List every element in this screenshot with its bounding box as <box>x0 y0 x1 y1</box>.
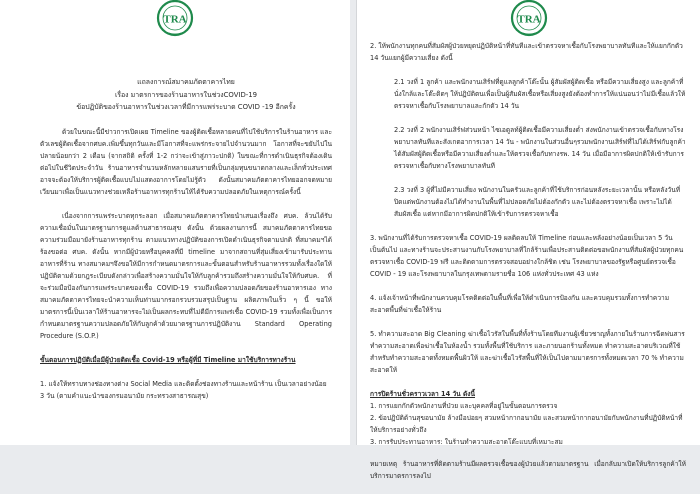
procedure-item-2: 2. ให้พนักงานทุกคนที่สัมผัสผู้ป่วยหยุดปฏิบัติหน้าที่ทันทีและเข้าตรวจหาเชื้อกับโรงพยาบาลทันทีและให้แยกกักตัว 14 วันแยกผู้มีความเสี่ยง ดังนี้ <box>370 42 683 62</box>
procedure-item-2-2: 2.2 วงที่ 2 พนักงานเสิร์ฟส่วนหน้า ไซเอดูลท์ผู้ติดเชื้อมีความเสี่ยงต่ำ ส่งพนักงานเข้าตรวจเชื้อกับทางโรงพยาบาลทันทีและสังเกตอาการเวลา 14 วัน - พนักงานในส่วนอื่นๆรวมพนักงานเสิร์ฟที่ไม่ได้เสิร์ฟกับลูกค้าได้สัมผัสผู้ติดเชื้อหรือมีความเสี่ยงต่ำและให้ตรวจเชื้อกับทางรพ. 14 วัน เมื่อมีอาการผิดปกติให้เข้ารับการตรวจหาเชื้อกับทางโรงพยาบาลทันที <box>394 126 686 170</box>
document-page-right <box>356 0 700 480</box>
logo-letters: TRA <box>517 13 541 26</box>
closure-item-1: 1. การแยกกักตัวพนักงานที่ป่วย และบุคคลที่อยู่ในขั้นตอนการตรวจ <box>370 402 558 410</box>
procedure-item-2-3: 2.3 วงที่ 3 ผู้ที่ไม่มีความเสี่ยง พนักงานในครัวและลูกค้าที่ใช้บริการก่อนหลังระยะเวลานั้น หรือหลังวันที่ปิดแต่พนักงานต้องไม่ได้ทำงานในพื้นที่ไม่ปลอดภัยไม่ต้องกักตัว และไม่ต้องตรวจหาเชื้อ เพราะไม่ได้สัมผัสเชื้อ แต่หากมีอาการผิดปกติให้เข้ารับการตรวจหาเชื้อ <box>394 186 681 218</box>
closure-item-2: 2. ข้อปฏิบัติด้านสุขอนามัย ล้างมือบ่อยๆ สวมหน้ากากอนามัย และสวมหน้ากากอนามัยกับพนักงานที่ปฏิบัติหน้าที่ให้บริการอย่างทั่วถึง <box>370 414 683 434</box>
footer-note: หมายเหตุ ร้านอาหารที่ติดตามร้านมีผลตรวจเชื้อของผู้ป่วยแล้วตามมาตรฐาน เมื่อกลับมาเปิดให้บริการลูกค้าให้บริการมาตรการลงไป <box>370 460 686 480</box>
closure-heading: การปิดร้านชั่วคราวเวลา 14 วัน ดังนี้ <box>370 390 475 398</box>
procedure-heading: ขั้นตอนการปฏิบัติเมื่อมีผู้ป่วยติดเชื้อ Covid-19 หรือผู้ที่มี Timeline มาใช้บริการทางร้าน <box>40 355 296 364</box>
title-line-3: ข้อปฏิบัติของร้านอาหารในช่วงเวลาที่มีการแพร่ระบาด COVID -19 อีกครั้ง <box>76 103 296 111</box>
procedure-item-2-1: 2.1 วงที่ 1 ลูกค้า และพนักงานเสิร์ฟที่ดูแลลูกค้าโต๊ะนั้น ผู้สัมผัสผู้ติดเชื้อ หรือมีความเสี่ยงสูง และลูกค้าที่นั่งใกล้และโต๊ะติดๆ ให้ปฏิบัติตนเพื่อเป็นผู้สัมผัสเชื้อหรือเสี่ยงสูงยังต้องทำการให้แน่นอนว่าไม่มีเชื้อแล้วให้ตรวจหาเชื้อกับโรงพยาบาลและกักตัว 14 วัน <box>394 78 686 110</box>
association-logo <box>150 0 200 50</box>
procedure-item-5: 5. ทำความสะอาด Big Cleaning ฆ่าเชื้อไวรัสในพื้นที่ทั้งร้านโดยทีมงานผู้เชี่ยวชาญทั้งภายในร้านการฉีดพ่นสารทำความสะอาดเพื่อฆ่าเชื้อในห้องน้ำ รวมทั้งพื้นที่ใช้บริการ และภายนอกร้านทั้งหมด ทำความสะอาดบริเวณที่ใช้สำหรับทำความสะอาดทั้งหมดพื้นผิวให้ และฆ่าเชื้อไวรัสพื้นที่ให้เป็นไปตามมาตรการทั้งหมดเวลา 70 % ทำความสะอาดให้ <box>370 330 685 374</box>
procedure-item-3: 3. พนักงานที่ได้รับการตรวจหาเชื้อ COVID-19 ผลติดลบให้ Timeline ก่อนและหลังอย่างน้อยเป็นเวลา 5 วันเป็นต้นไป และทางร้านจะประสานงานกับโรงพยาบาลที่ใกล้ร้านเพื่อประสานติดต่อขอพนักงานที่สัมผัสผู้ป่วยทุกคนตรวจหาเชื้อ COVID-19 ฟรี และติดตามการตรวจสอบอย่างใกล้ชิด เช่น โรงพยาบาลของรัฐหรือศูนย์ตรวจเชื้อ COVID - 19 และโรงพยาบาลในกรุงเทพตามรายชื่อ 106 แห่งทั่วประเทศ 43 แห่ง <box>370 234 684 278</box>
announcement-title <box>40 76 332 114</box>
closure-item-3: 3. การรับประทานอาหาร: ในร้านทำความสะอาดโต๊ะแบบที่เหมาะสม <box>370 438 563 446</box>
right-body <box>370 40 686 494</box>
title-line-2: เรื่อง มาตรการของร้านอาหารในช่วงCOVID-19 <box>114 90 258 99</box>
intro-paragraph: ด้วยในขณะนี้มีข่าวการเปิดเผย Timeline ของผู้ติดเชื้อหลายคนที่ไปใช้บริการในร้านอาหาร และตัวเลขผู้ติดเชื้อจากศบค.เพิ่มขึ้นทุกวันและมีโอกาสที่จะแพร่กระจายไปจำนวนมาก โอกาสที่จะขยับไปในปลายน้อยกว่า 2 เดือน (จากสถิติ ครั้งที่ 1-2 กว่าจะเข้าสู่ภาวะปกติ) ในขณะที่การดำเนินธุรกิจต้องเดินต่อไปในชีวิตประจำวัน ร้านอาหารจำนวนหลักหลายแสนรายที่เป็นกลุ่มทุนขนาดกลางและเล็กทั่วประเทศ อาจจะต้องให้บริการผู้ติดเชื้อแบบไม่แสดงอาการโดยไม่รู้ตัว ดังนั้นสมาคมภัตตาคารไทยออกจดหมายเวียนมาเพื่อเป็นแนวทางช่วยเหลือร้านอาหารทุกร้านให้ได้รับความปลอดภัยในเหตุการณ์ครั้งนี้ <box>40 127 332 196</box>
procedure-item-4: 4. แจ้งเจ้าหน้าที่พนักงานควบคุมโรคติดต่อในพื้นที่เพื่อให้ดำเนินการป้องกัน และควบคุมรวมทั้งการทำความสะอาดพื้นที่ฆ่าเชื้อให้ร้าน <box>370 294 670 314</box>
procedure-item-1-cont: 3 วัน (ตามคำแนะนำของกรมอนามัย กระทรวงสาธารณสุข) <box>40 391 209 400</box>
procedure-item-1: 1. แจ้งให้ทราบทางช่องทางต่าง Social Media และติดตั้งช่องทางร้านและหน้าร้าน เป็นเวลาอย่างน้อย <box>40 379 327 388</box>
document-page-left <box>0 0 350 445</box>
title-line-1: แถลงการณ์สมาคมภัตตาคารไทย <box>137 78 235 86</box>
tra-logo-icon <box>150 0 200 50</box>
body-paragraph: เนื่องจากการแพร่ระบาดทุกระลอก เมื่อสมาคมภัตตาคารไทยนำเสนอเรื่องถึง ศบค. ล้วนได้รับความเชื่อมั่นในมาตรฐานการดูแลด้านสาธารณสุข ดังนั้น ด้วยผลงานการนี้ สมาคมภัตตาคารไทยขอความร่วมมือมายังร้านอาหารทุกร้าน ตามแนวทางปฏิบัติของการเปิดดำเนินธุรกิจตามปกติ ที่สมาคมฯได้ร้องขอต่อ ศบค. ดังนั้น หากมีผู้ป่วยหรือบุคคลที่มี timeline มาจากสถานที่สุ่มเสี่ยงเข้ามารับประทานอาหารที่ร้าน ทางสมาคมฯจึงขอให้มีการกำหนดมาตรการและขั้นตอนสำหรับร้านอาหารรวมทั้งเรื่องใดให้ปฏิบัติตามด้วยกฎระเบียบดังกล่าวเพื่อสร้างความมั่นใจให้กับลูกค้ารวมถึงสร้างความมั่นใจให้กับศบค. ที่จะร่วมมือป้องกันการแพร่ระบาดของเชื้อ COVID-19 รวมถึงเพื่อความปลอดภัยของร้านอาหารเอง ทางสมาคมภัตตาคารไทยจะนำความเห็นท่านมากรอกรวบรวมสรุปเป็นฐาน ผลิตภาพในเร็ว ๆ นี้ ขอให้มาตรการนี้เป็นเวลาให้ร้านอาหารจะไม่เป็นผลกระทบที่ไม่ดีมีการแพร่เชื้อ COVID-19 รวมทั้งเพื่อเป็นการกำหนดมาตรฐานความปลอดภัยให้กับลูกค้าด้วยมาตรฐานการปฏิบัติงาน Standard Operating Procedure (S.O.P.) <box>40 211 332 340</box>
left-body <box>40 76 332 402</box>
logo-letters: TRA <box>163 13 187 26</box>
